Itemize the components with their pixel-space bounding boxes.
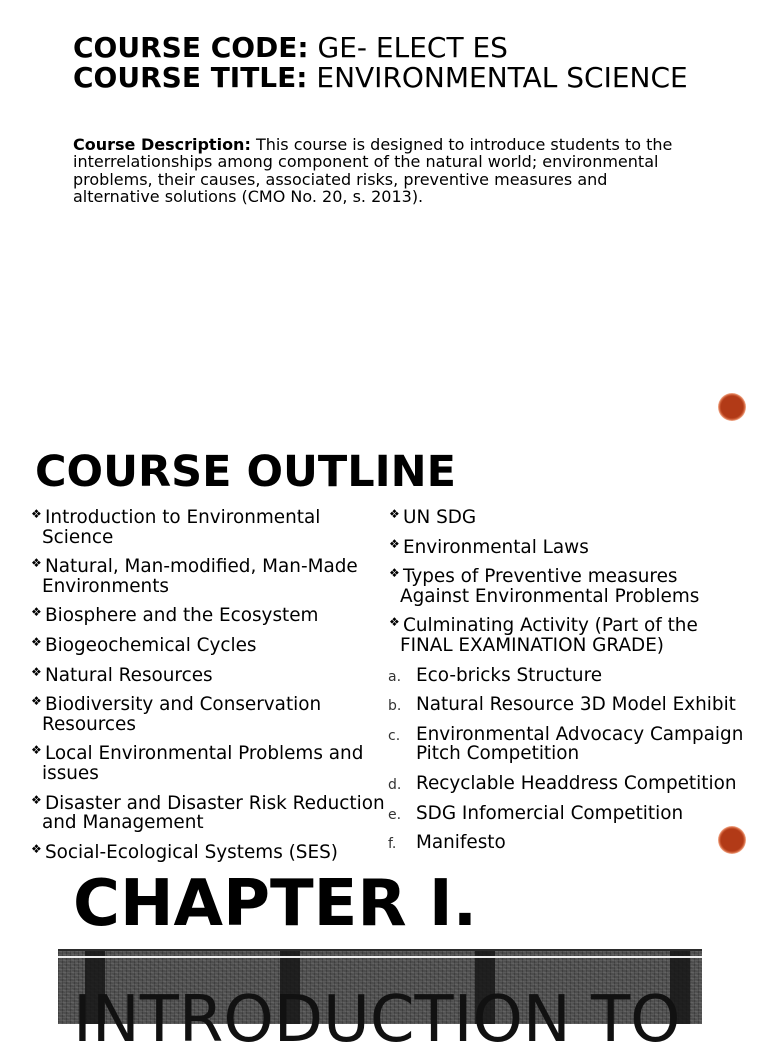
outline-title: COURSE OUTLINE: [35, 447, 457, 497]
course-description-text: This course is designed to introduce students to the interrelationships among component of the natural world; environmental problems, their causes, associated risks, preventive measures and alternative solutions (CMO No. 20, s. 2013).: [73, 135, 673, 207]
activity-marker: b.: [388, 698, 402, 715]
activity-marker: d.: [388, 776, 402, 793]
outline-left-column: [31, 508, 389, 862]
topic-text: Natural, Man-modified, Man-Made Environments: [42, 556, 358, 597]
diamond-bullet-icon: [31, 695, 45, 707]
activity-marker: a.: [388, 668, 402, 685]
activity-text: SDG Infomercial Competition: [416, 802, 684, 824]
topic-item: [389, 508, 730, 528]
course-code-value: GE- ELECT ES: [317, 31, 508, 64]
diamond-bullet-icon: [31, 794, 45, 806]
topic-item: [31, 843, 389, 863]
topic-text: Biogeochemical Cycles: [45, 634, 257, 656]
topic-item: [31, 794, 389, 833]
diamond-bullet-icon: [389, 538, 403, 550]
slide-chapter-one: [0, 866, 768, 1057]
chapter-title: CHAPTER I.: [73, 867, 478, 941]
topic-text: Types of Preventive measures Against Environmental Problems: [400, 566, 700, 607]
course-description: [73, 136, 683, 206]
diamond-bullet-icon: [31, 557, 45, 569]
course-description-label: Course Description:: [73, 135, 251, 154]
diamond-bullet-icon: [31, 744, 45, 756]
banner-heading: INTRODUCTION TO: [73, 983, 681, 1057]
topic-text: Environmental Laws: [403, 536, 589, 558]
activity-text: Natural Resource 3D Model Exhibit: [416, 694, 736, 716]
topic-text: Culminating Activity (Part of the FINAL EXAMINATION GRADE): [400, 615, 698, 656]
topic-text: Social-Ecological Systems (SES): [45, 841, 338, 863]
topic-item: [31, 508, 389, 547]
topic-item: [31, 606, 389, 626]
outline-right-column: [388, 508, 764, 853]
activity-marker: e.: [388, 806, 402, 823]
activity-item: [388, 774, 764, 794]
topic-item: [31, 695, 389, 734]
diamond-bullet-icon: [389, 508, 403, 520]
slide-course-outline: [0, 432, 768, 866]
topic-text: Local Environmental Problems and issues: [42, 743, 364, 784]
orange-circle-icon: [718, 826, 746, 854]
topic-item: [389, 616, 730, 655]
course-code-line: [73, 33, 688, 63]
diamond-bullet-icon: [31, 636, 45, 648]
activity-item: [388, 695, 764, 715]
topic-text: Introduction to Environmental Science: [42, 507, 321, 548]
topic-text: UN SDG: [403, 507, 477, 528]
topic-item: [31, 557, 389, 596]
course-title-value: ENVIRONMENTAL SCIENCE: [316, 61, 688, 94]
activity-text: Eco-bricks Structure: [416, 664, 603, 686]
activity-item: [388, 666, 764, 686]
topic-item: [31, 744, 389, 783]
topic-item: [389, 567, 730, 606]
culminating-activity-list: [388, 666, 764, 853]
activity-text: Recyclable Headdress Competition: [416, 772, 737, 794]
banner-rule: [58, 956, 702, 958]
chapter-banner: [58, 949, 702, 1057]
diamond-bullet-icon: [389, 616, 403, 628]
activity-marker: f.: [388, 836, 397, 853]
topic-text: Biodiversity and Conservation Resources: [42, 694, 322, 735]
activity-item: [388, 804, 764, 824]
topic-item: [31, 636, 389, 656]
topic-text: Biosphere and the Ecosystem: [45, 605, 319, 627]
activity-text: Environmental Advocacy Campaign Pitch Competition: [416, 723, 744, 765]
diamond-bullet-icon: [31, 843, 45, 855]
topic-text: Natural Resources: [45, 664, 213, 686]
topic-item: [31, 666, 389, 686]
course-code-label: COURSE CODE:: [73, 31, 309, 64]
activity-item: [388, 833, 764, 853]
orange-circle-icon: [718, 393, 746, 421]
activity-marker: c.: [388, 727, 401, 744]
course-title-line: [73, 63, 688, 93]
course-title-label: COURSE TITLE:: [73, 61, 308, 94]
topic-text: Disaster and Disaster Risk Reduction and Management: [42, 792, 385, 834]
activity-item: [388, 725, 764, 764]
diamond-bullet-icon: [31, 606, 45, 618]
course-heading: [73, 33, 688, 93]
diamond-bullet-icon: [31, 666, 45, 678]
topic-item: [389, 538, 730, 558]
activity-text: Manifesto: [416, 832, 506, 854]
diamond-bullet-icon: [389, 567, 403, 579]
slide-course-info: [0, 0, 768, 432]
diamond-bullet-icon: [31, 508, 45, 520]
